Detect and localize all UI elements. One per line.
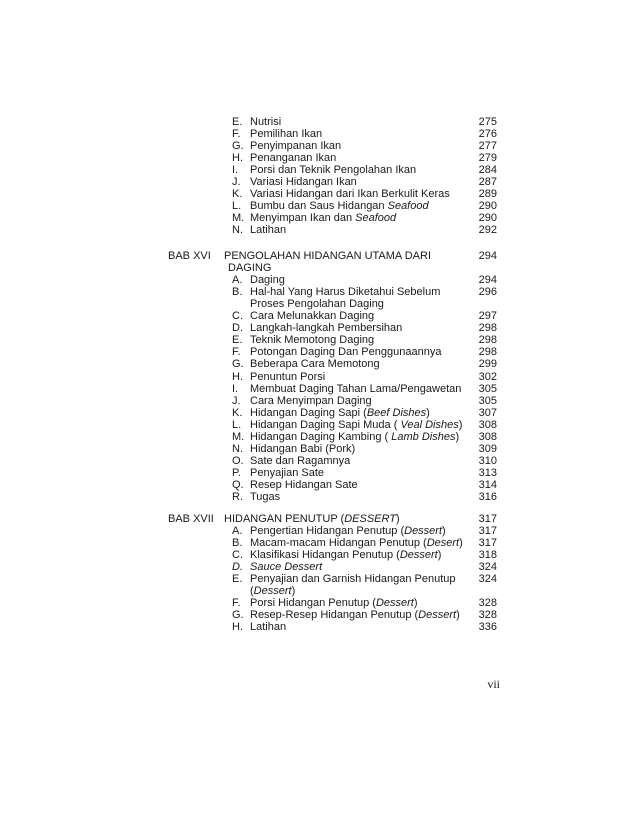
entry-page: 276 bbox=[478, 128, 497, 141]
chapter-title bbox=[224, 250, 431, 263]
entry-letter: M. bbox=[232, 212, 245, 225]
text-run: Daging bbox=[250, 274, 285, 287]
text-run: HIDANGAN PENUTUP ( bbox=[224, 513, 345, 525]
text-run: Hal-hal Yang Harus Diketahui Sebelum bbox=[250, 286, 441, 299]
entry-letter: I. bbox=[232, 382, 239, 395]
entry-letter: L. bbox=[232, 418, 242, 431]
entry-title bbox=[250, 597, 418, 610]
entry-title bbox=[250, 176, 357, 189]
entry-title bbox=[250, 286, 440, 299]
entry-page: 308 bbox=[478, 418, 497, 431]
chapter-number: BAB XVII bbox=[168, 513, 214, 525]
text-run: Cara Melunakkan Daging bbox=[250, 310, 375, 323]
entry-letter: Q. bbox=[232, 478, 244, 491]
entry-letter: K. bbox=[232, 406, 243, 419]
text-run: Membuat Daging Tahan Lama/Pengawetan bbox=[250, 382, 462, 395]
entry-letter: G. bbox=[232, 140, 244, 153]
text-run: Pemilihan Ikan bbox=[250, 128, 323, 141]
entry-title bbox=[250, 525, 446, 538]
text-run: DESSERT bbox=[344, 513, 396, 525]
entry-title bbox=[250, 334, 374, 347]
entry-title bbox=[250, 322, 402, 335]
chapter-title-line-2 bbox=[228, 262, 271, 275]
text-run: ) bbox=[437, 549, 442, 562]
text-run: Sauce Dessert bbox=[250, 561, 323, 574]
text-run: Beef Dishes bbox=[366, 406, 427, 419]
entry-title bbox=[250, 116, 281, 129]
text-run: Latihan bbox=[250, 621, 287, 634]
entry-page: 336 bbox=[478, 621, 497, 634]
text-run: Veal Dishes bbox=[400, 418, 459, 431]
text-run: Tugas bbox=[250, 491, 281, 503]
entry-page: 308 bbox=[478, 430, 497, 443]
entry-title bbox=[250, 431, 459, 444]
text-run: ) bbox=[455, 430, 460, 443]
entry-page: 289 bbox=[478, 188, 497, 201]
entry-letter: G. bbox=[232, 358, 244, 371]
text-run: Penuntun Porsi bbox=[250, 370, 326, 383]
text-run: Macam-macam Hidangan Penutup ( bbox=[250, 537, 427, 550]
entry-letter: F. bbox=[232, 346, 241, 359]
text-run: Penyajian dan Garnish Hidangan Penutup bbox=[250, 573, 456, 586]
entry-letter: R. bbox=[232, 491, 243, 503]
entry-letter: B. bbox=[232, 286, 243, 299]
entry-title bbox=[250, 537, 463, 550]
entry-letter: E. bbox=[232, 116, 243, 128]
entry-title bbox=[250, 358, 380, 371]
entry-page: 310 bbox=[478, 454, 497, 467]
text-run: Dessert bbox=[253, 585, 292, 598]
text-run: Porsi dan Teknik Pengolahan Ikan bbox=[250, 164, 417, 177]
entry-title bbox=[250, 407, 430, 420]
text-run: ) bbox=[395, 513, 400, 525]
entry-letter: O. bbox=[232, 454, 244, 467]
entry-letter: F. bbox=[232, 597, 241, 610]
text-run: Penanganan Ikan bbox=[250, 152, 337, 165]
entry-letter: N. bbox=[232, 442, 243, 455]
entry-page: 328 bbox=[478, 609, 497, 622]
text-run: ) bbox=[458, 418, 463, 431]
entry-title bbox=[250, 164, 416, 177]
entry-letter: G. bbox=[232, 609, 244, 622]
entry-letter: A. bbox=[232, 274, 243, 287]
text-run: Desert bbox=[426, 537, 460, 550]
entry-page: 316 bbox=[478, 491, 497, 503]
entry-title bbox=[250, 549, 441, 562]
entry-title-line-2 bbox=[250, 298, 384, 311]
text-run: ) bbox=[426, 406, 430, 419]
entry-page: 313 bbox=[478, 466, 497, 479]
entry-title bbox=[250, 561, 322, 574]
entry-letter: D. bbox=[232, 561, 243, 574]
text-run: Latihan bbox=[250, 224, 287, 237]
entry-page: 328 bbox=[478, 597, 497, 610]
text-run: Dessert bbox=[404, 525, 443, 538]
entry-letter: H. bbox=[232, 370, 243, 383]
text-run: Penyajian Sate bbox=[250, 466, 324, 479]
entry-title bbox=[250, 152, 336, 165]
entry-letter: E. bbox=[232, 573, 243, 586]
text-run: Seafood bbox=[355, 212, 397, 225]
entry-letter: E. bbox=[232, 334, 243, 347]
text-run: Porsi Hidangan Penutup ( bbox=[250, 597, 376, 610]
text-run: ) bbox=[456, 609, 460, 622]
chapter-page: 294 bbox=[478, 250, 497, 262]
text-run: Resep-Resep Hidangan Penutup ( bbox=[250, 609, 419, 622]
entry-page: 298 bbox=[478, 322, 497, 335]
entry-title bbox=[250, 491, 280, 504]
entry-title bbox=[250, 609, 460, 622]
entry-page: 309 bbox=[478, 442, 497, 455]
text-run: Penyimpanan Ikan bbox=[250, 140, 342, 153]
text-run: ) bbox=[442, 525, 446, 538]
text-run: ) bbox=[459, 537, 463, 550]
entry-page: 277 bbox=[478, 140, 497, 153]
entry-page: 279 bbox=[478, 152, 497, 165]
entry-page: 314 bbox=[478, 478, 497, 491]
text-run: Menyimpan Ikan dan bbox=[250, 212, 356, 225]
text-run: DAGING bbox=[228, 262, 272, 275]
text-run: Cara Menyimpan Daging bbox=[250, 394, 372, 407]
entry-page: 297 bbox=[478, 310, 497, 323]
entry-title bbox=[250, 212, 396, 225]
text-run: PENGOLAHAN HIDANGAN UTAMA DARI bbox=[224, 250, 431, 262]
entry-title bbox=[250, 224, 286, 237]
text-run: Dessert bbox=[375, 597, 414, 610]
entry-page: 298 bbox=[478, 334, 497, 347]
entry-letter: M. bbox=[232, 430, 245, 443]
entry-page: 307 bbox=[478, 406, 497, 419]
text-run: Hidangan Daging Sapi ( bbox=[250, 406, 367, 419]
text-run: Proses Pengolahan Daging bbox=[250, 298, 384, 311]
entry-page: 296 bbox=[478, 286, 497, 299]
entry-page: 305 bbox=[478, 394, 497, 407]
entry-title bbox=[250, 274, 285, 287]
text-run: Klasifikasi Hidangan Penutup ( bbox=[250, 549, 400, 562]
entry-title bbox=[250, 371, 325, 384]
entry-title bbox=[250, 479, 358, 492]
text-run: Variasi Hidangan Ikan bbox=[250, 176, 357, 189]
entry-title bbox=[250, 621, 286, 634]
entry-letter: H. bbox=[232, 152, 243, 165]
text-run: Beberapa Cara Memotong bbox=[250, 358, 380, 371]
entry-letter: J. bbox=[232, 176, 241, 189]
text-run: Langkah-langkah Pembersihan bbox=[250, 322, 403, 335]
text-run: Lamb Dishes bbox=[391, 430, 456, 443]
entry-letter: D. bbox=[232, 322, 243, 335]
entry-letter: C. bbox=[232, 310, 243, 323]
text-run: Hidangan Daging Kambing ( bbox=[250, 430, 392, 443]
entry-page: 317 bbox=[478, 525, 497, 538]
text-run: Dessert bbox=[399, 549, 438, 562]
chapter-title bbox=[224, 513, 400, 526]
entry-page: 287 bbox=[478, 176, 497, 189]
entry-page: 290 bbox=[478, 212, 497, 225]
text-run: Teknik Memotong Daging bbox=[250, 334, 375, 347]
entry-page: 290 bbox=[478, 200, 497, 213]
entry-title bbox=[250, 455, 350, 468]
chapter-number: BAB XVI bbox=[168, 250, 211, 262]
entry-title bbox=[250, 395, 372, 408]
text-run: ( bbox=[250, 585, 254, 598]
entry-page: 324 bbox=[478, 561, 497, 574]
entry-page: 275 bbox=[478, 116, 497, 128]
text-run: Resep Hidangan Sate bbox=[250, 478, 358, 491]
entry-letter: K. bbox=[232, 188, 243, 201]
entry-title bbox=[250, 346, 441, 359]
entry-title bbox=[250, 128, 322, 141]
entry-page: 305 bbox=[478, 382, 497, 395]
entry-title bbox=[250, 419, 462, 432]
text-run: ) bbox=[291, 585, 296, 598]
entry-title-line-2 bbox=[250, 585, 295, 598]
entry-title bbox=[250, 200, 429, 213]
text-run: Pengertian Hidangan Penutup ( bbox=[250, 525, 405, 538]
entry-letter: H. bbox=[232, 621, 243, 634]
text-run: Hidangan Daging Sapi Muda ( bbox=[250, 418, 401, 431]
text-run: Potongan Daging Dan Penggunaannya bbox=[250, 346, 442, 359]
entry-title bbox=[250, 140, 341, 153]
entry-letter: J. bbox=[232, 394, 241, 407]
entry-page: 324 bbox=[478, 573, 497, 586]
entry-page: 284 bbox=[478, 164, 497, 177]
entry-title bbox=[250, 310, 374, 323]
entry-letter: L. bbox=[232, 200, 242, 213]
text-run: Seafood bbox=[387, 200, 429, 213]
entry-page: 298 bbox=[478, 346, 497, 359]
entry-page: 317 bbox=[478, 537, 497, 550]
chapter-page: 317 bbox=[478, 513, 497, 525]
entry-letter: I. bbox=[232, 164, 239, 177]
entry-letter: F. bbox=[232, 128, 241, 141]
entry-title bbox=[250, 467, 324, 480]
text-run: ) bbox=[413, 597, 418, 610]
text-run: Dessert bbox=[418, 609, 457, 622]
entry-letter: N. bbox=[232, 224, 243, 237]
entry-letter: B. bbox=[232, 537, 243, 550]
text-run: Sate dan Ragamnya bbox=[250, 454, 351, 467]
entry-title bbox=[250, 188, 450, 201]
text-run: Bumbu dan Saus Hidangan bbox=[250, 200, 388, 213]
text-run: Hidangan Babi (Pork) bbox=[250, 442, 356, 455]
entry-letter: A. bbox=[232, 525, 243, 538]
text-run: Variasi Hidangan dari Ikan Berkulit Keras bbox=[250, 188, 450, 201]
entry-page: 302 bbox=[478, 370, 497, 383]
entry-page: 294 bbox=[478, 274, 497, 287]
entry-page: 299 bbox=[478, 358, 497, 371]
entry-letter: C. bbox=[232, 549, 243, 562]
entry-page: 318 bbox=[478, 549, 497, 562]
entry-letter: P. bbox=[232, 466, 241, 479]
page-number: vii bbox=[487, 677, 500, 691]
text-run: Nutrisi bbox=[250, 116, 282, 128]
entry-page: 292 bbox=[478, 224, 497, 237]
entry-title bbox=[250, 443, 355, 456]
entry-title bbox=[250, 573, 455, 586]
entry-title bbox=[250, 383, 461, 396]
